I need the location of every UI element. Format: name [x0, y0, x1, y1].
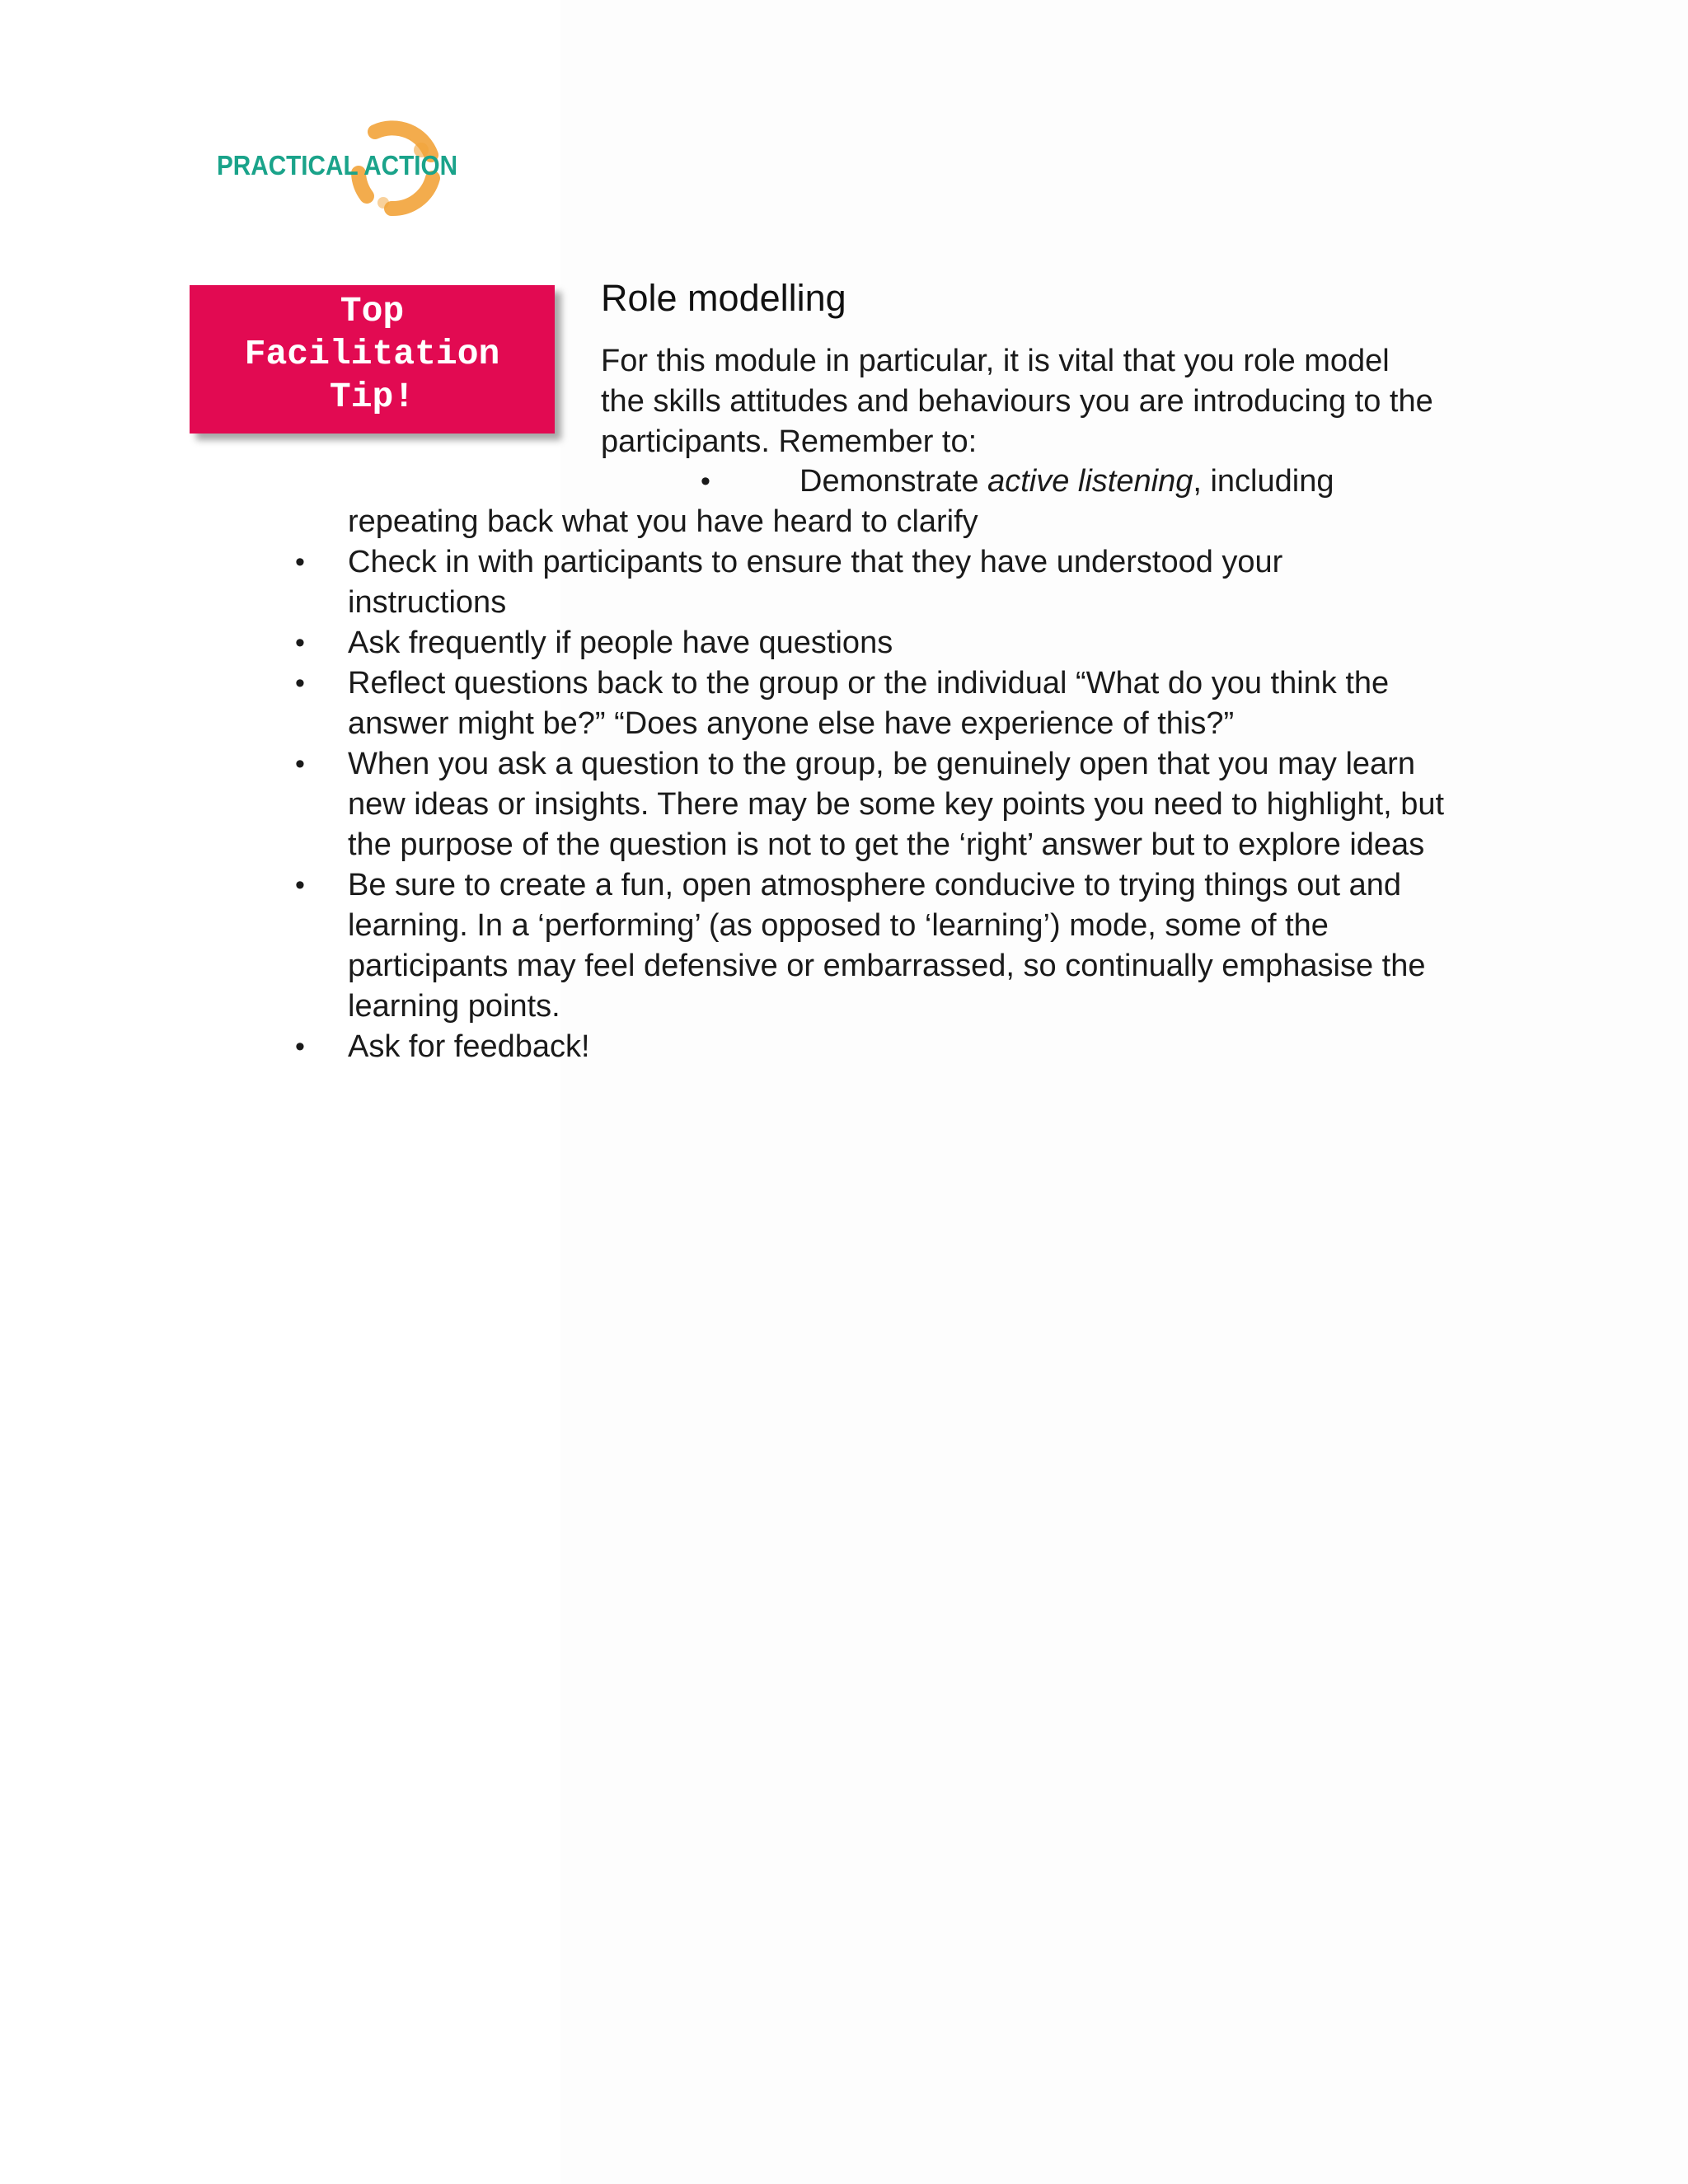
list-item-line: participants may feel defensive or embarrassed, so continually emphasise the — [348, 949, 1426, 983]
intro-line: participants. Remember to: — [601, 424, 978, 459]
section-heading: Role modelling — [601, 277, 846, 319]
list-item-line: Be sure to create a fun, open atmosphere conducive to trying things out and — [348, 868, 1402, 902]
list-item-line: answer might be?” “Does anyone else have experience of this?” — [348, 706, 1235, 741]
list-item — [0, 744, 1688, 865]
bullet-icon: • — [295, 668, 305, 699]
list-item — [0, 865, 1688, 1027]
list-item-continuation: repeating back what you have heard to clarify — [348, 504, 978, 539]
tip-line: Facilitation — [244, 334, 500, 374]
bullet-icon: • — [295, 627, 305, 658]
list-item-line: learning points. — [348, 989, 560, 1024]
list-item-line: the purpose of the question is not to get the ‘right’ answer but to explore ideas — [348, 827, 1425, 862]
text-prefix: Demonstrate — [799, 464, 988, 499]
list-item — [0, 663, 1688, 744]
bullet-icon: • — [701, 466, 710, 497]
bullet-list — [0, 542, 1688, 1067]
list-item-line: new ideas or insights. There may be some key points you need to highlight, but — [348, 787, 1445, 822]
bullet-icon: • — [295, 1031, 305, 1062]
list-item-line: instructions — [348, 585, 507, 620]
list-item-line: Ask for feedback! — [348, 1029, 590, 1064]
intro-line: For this module in particular, it is vital that you role model — [601, 344, 1390, 378]
list-item-text — [799, 462, 1334, 502]
list-item — [0, 623, 1688, 663]
list-item-line: Ask frequently if people have questions — [348, 626, 893, 660]
list-item-line: learning. In a ‘performing’ (as opposed to ‘learning’) mode, some of the — [348, 908, 1329, 943]
list-item-line: Reflect questions back to the group or the individual “What do you think the — [348, 666, 1390, 701]
practical-action-logo — [210, 114, 457, 221]
intro-paragraph — [601, 341, 1549, 462]
list-item — [0, 1027, 1688, 1067]
tip-line: Top — [340, 291, 405, 331]
emphasis-text: active listening — [987, 464, 1193, 499]
bullet-icon: • — [295, 748, 305, 780]
text-suffix: , including — [1193, 464, 1334, 499]
bullet-icon: • — [295, 546, 305, 578]
list-item — [0, 542, 1688, 623]
facilitation-tip-box — [190, 285, 555, 434]
bullet-icon: • — [295, 869, 305, 901]
logo-text: PRACTICAL ACTION — [217, 150, 458, 180]
list-item-line: Check in with participants to ensure that they have understood your — [348, 545, 1283, 579]
tip-line: Tip! — [329, 377, 415, 417]
intro-line: the skills attitudes and behaviours you are introducing to the — [601, 384, 1433, 419]
page-background — [560, 0, 1688, 2184]
list-item-line: When you ask a question to the group, be genuinely open that you may learn — [348, 747, 1415, 781]
